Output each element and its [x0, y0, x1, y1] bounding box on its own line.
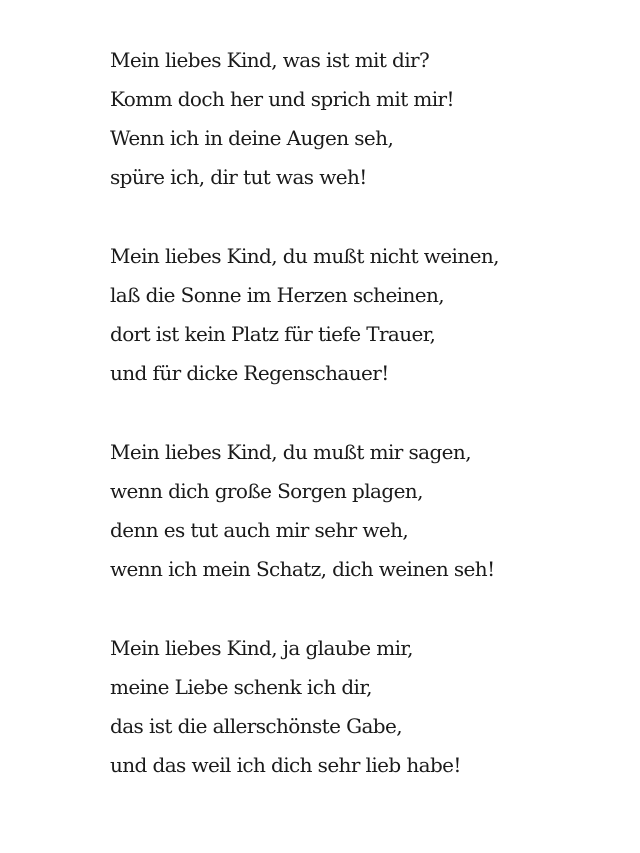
poem-line: Mein liebes Kind, du mußt nicht weinen, — [110, 244, 499, 268]
poem-line: Komm doch her und sprich mit mir! — [110, 87, 454, 111]
stanza-3 — [110, 433, 499, 589]
poem-line: spüre ich, dir tut was weh! — [110, 165, 367, 189]
poem-line: und das weil ich dich sehr lieb habe! — [110, 753, 461, 777]
poem-body — [110, 41, 499, 785]
stanza-1 — [110, 41, 499, 197]
poem-line: und für dicke Regenschauer! — [110, 361, 389, 385]
poem-line: dort ist kein Platz für tiefe Trauer, — [110, 322, 436, 346]
poem-line: Wenn ich in deine Augen seh, — [110, 126, 394, 150]
poem-line: das ist die allerschönste Gabe, — [110, 714, 402, 738]
stanza-4 — [110, 629, 499, 785]
stanza-2 — [110, 237, 499, 393]
poem-line: denn es tut auch mir sehr weh, — [110, 518, 409, 542]
poem-line: Mein liebes Kind, du mußt mir sagen, — [110, 440, 471, 464]
poem-line: Mein liebes Kind, was ist mit dir? — [110, 48, 430, 72]
poem-line: laß die Sonne im Herzen scheinen, — [110, 283, 445, 307]
poem-line: wenn ich mein Schatz, dich weinen seh! — [110, 557, 495, 581]
poem-line: Mein liebes Kind, ja glaube mir, — [110, 636, 413, 660]
poem-line: wenn dich große Sorgen plagen, — [110, 479, 423, 503]
poem-line: meine Liebe schenk ich dir, — [110, 675, 372, 699]
